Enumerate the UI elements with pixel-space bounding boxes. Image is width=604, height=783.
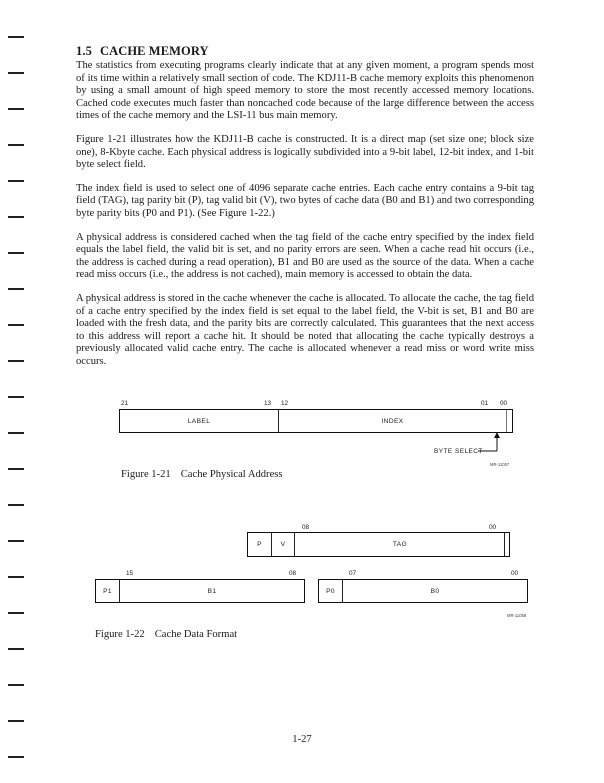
paragraph: A physical address is considered cached when the tag field of the cache entry specified by the index field equals the label field, the valid bit is set, and no parity errors are seen. When a cache read hit occurs (i.e., the address is cached during a read operation), B1 and B0 are used as the source of the data. When a cache read miss occurs (i.e., the address is not cached), main memory is accessed to obtain the data. xyxy=(76,231,534,281)
margin-tick xyxy=(8,720,24,722)
margin-tick xyxy=(8,504,24,506)
address-register xyxy=(119,409,513,433)
margin-tick xyxy=(8,288,24,290)
field-p: P xyxy=(257,541,262,548)
bit-label-01: 01 xyxy=(481,400,489,407)
field-v: V xyxy=(280,541,286,548)
field-b1: B1 xyxy=(207,587,217,595)
byte-select-label: BYTE SELECT xyxy=(434,448,483,455)
bit-label-07: 07 xyxy=(349,570,357,577)
byte0-register xyxy=(318,579,528,603)
tag-register xyxy=(247,532,510,557)
margin-tick xyxy=(8,612,24,614)
bit-label-12: 12 xyxy=(281,400,289,407)
margin-tick xyxy=(8,432,24,434)
paragraph: A physical address is stored in the cache whenever the cache is allocated. To allocate the cache, the tag field of a cache entry specified by the index field is set equal to the label field, the V-bit is set, B1 and B0 are loaded with the fresh data, and the parity bits are correctly calculated. This guarantees that the next access to this address will report a cache hit. It should be noted that allocating the cache typically destroys a previously allocated valid cache entry. The cache is allocated whenever a read miss or word write miss occurs. xyxy=(76,292,534,367)
figure-ref-code: MR-11057 xyxy=(490,462,510,467)
body-text xyxy=(76,44,534,379)
margin-tick xyxy=(8,144,24,146)
margin-tick xyxy=(8,576,24,578)
paragraph: Figure 1-21 illustrates how the KDJ11-B cache is constructed. It is a direct map (set size one; block size one), 8-Kbyte cache. Each physical address is logically subdivided into a 9-bit label, 12-bit index, and 1-bit byte select field. xyxy=(76,133,534,171)
field-divider xyxy=(504,533,505,556)
field-divider xyxy=(506,410,507,432)
field-p1: P1 xyxy=(103,587,112,595)
figure-caption xyxy=(95,629,237,640)
section-heading xyxy=(76,44,534,59)
paragraph: The statistics from executing programs clearly indicate that at any given moment, a program spends most of its time within a relatively small section of code. The KDJ11-B cache memory exploits this phenomenon by using a small amount of high speed memory to store the most recently accessed memory locations. Cached code executes much faster than noncached code because of the large difference between the access times of the cache memory and the LSI-11 bus main memory. xyxy=(76,60,534,122)
bit-label-00: 00 xyxy=(500,400,508,407)
byte1-register xyxy=(95,579,305,603)
margin-tick xyxy=(8,72,24,74)
field-index: INDEX xyxy=(381,417,404,425)
page-number: 1-27 xyxy=(292,734,312,745)
margin-tick xyxy=(8,396,24,398)
field-tag: TAG xyxy=(392,541,408,548)
bit-label-13: 13 xyxy=(264,400,272,407)
caption-number: Figure 1-22 xyxy=(95,629,145,640)
margin-tick xyxy=(8,648,24,650)
bit-label-00: 00 xyxy=(511,570,519,577)
bit-label-08: 08 xyxy=(289,570,297,577)
bit-label-21: 21 xyxy=(121,400,129,407)
bit-label-00: 00 xyxy=(489,524,497,531)
margin-tick xyxy=(8,468,24,470)
margin-tick xyxy=(8,756,24,758)
margin-tick xyxy=(8,252,24,254)
margin-tick xyxy=(8,540,24,542)
margin-tick xyxy=(8,36,24,38)
margin-tick xyxy=(8,108,24,110)
field-p0: P0 xyxy=(326,587,335,595)
margin-tick xyxy=(8,324,24,326)
margin-tick xyxy=(8,216,24,218)
paragraph: The index field is used to select one of 4096 separate cache entries. Each cache entry contains a 9-bit tag field (TAG), tag parity bit (P), tag valid bit (V), two bytes of cache data (B0 and B1) and two corresponding byte parity bits (P0 and P1). (See Figure 1-22.) xyxy=(76,182,534,219)
caption-number: Figure 1-21 xyxy=(121,469,171,480)
caption-text: Cache Physical Address xyxy=(180,469,283,480)
section-title: CACHE MEMORY xyxy=(99,44,209,58)
margin-tick xyxy=(8,684,24,686)
figure-caption xyxy=(121,469,283,480)
field-b0: B0 xyxy=(430,587,440,595)
field-label: LABEL xyxy=(187,417,211,425)
margin-tick xyxy=(8,180,24,182)
bit-label-15: 15 xyxy=(126,570,134,577)
section-number: 1.5 xyxy=(76,44,92,58)
figure-ref-code: MR-11058 xyxy=(507,613,527,618)
bit-label-08: 08 xyxy=(302,524,310,531)
margin-tick xyxy=(8,360,24,362)
caption-text: Cache Data Format xyxy=(154,629,238,640)
